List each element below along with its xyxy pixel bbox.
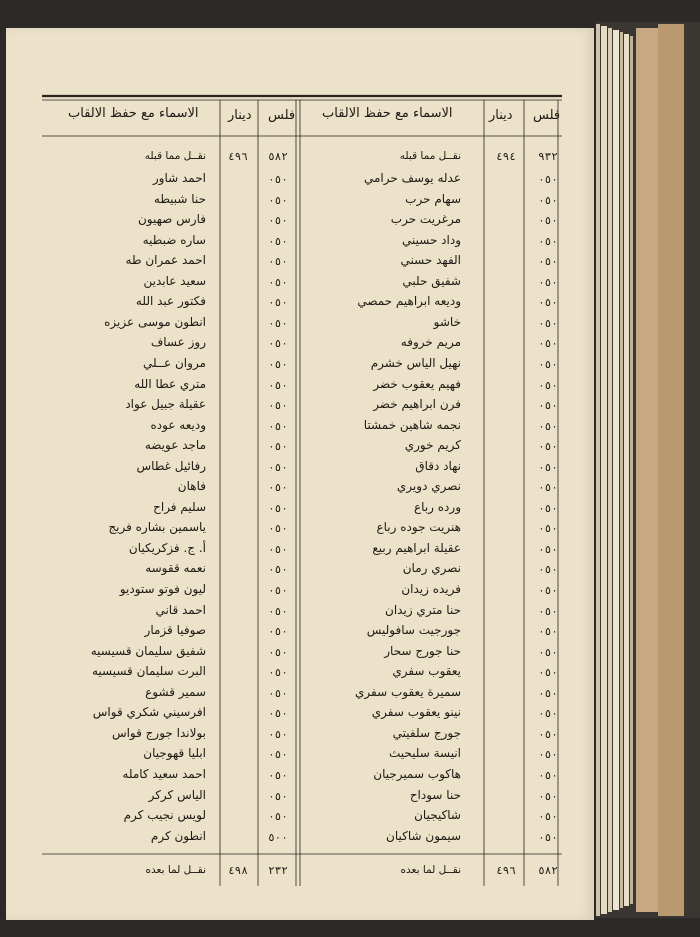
left-entry-fils: ٠٥٠ xyxy=(268,501,288,515)
right-entry-fils: ٠٥٠ xyxy=(538,563,558,577)
left-entry-name: احمد سعيد كامله xyxy=(122,766,206,781)
right-entry-name: الفهد حسني xyxy=(400,253,461,268)
right-entry-name: جورجيت سافوليس xyxy=(366,623,461,638)
left-entry-name: ابليا قهوجيان xyxy=(143,746,206,761)
right-entry-fils: ٠٥٠ xyxy=(538,768,558,782)
right-entry-fils: ٠٥٠ xyxy=(538,686,558,700)
left-entry-fils: ٠٥٠ xyxy=(268,666,288,680)
right-entry-name: هاكوب سميرجيان xyxy=(373,766,461,781)
right-entry-name: مرغريت حرب xyxy=(390,212,461,227)
left-entry-name: احمد قاني xyxy=(155,602,206,617)
right-entry-fils: ٠٥٠ xyxy=(538,727,558,741)
right-header-dinar: دينار xyxy=(489,108,513,123)
right-entry-fils: ٠٥٠ xyxy=(538,522,558,536)
right-carried-label: نقــل مما قبله xyxy=(399,150,461,162)
left-entry-fils: ٠٥٠ xyxy=(268,193,288,207)
right-entry-name: ورده رباع xyxy=(414,499,461,514)
left-carried-label: نقــل مما قبله xyxy=(144,150,206,162)
left-entry-fils: ٠٥٠ xyxy=(268,645,288,659)
right-entry-name: حنا جورج سحار xyxy=(384,643,461,658)
left-entry-fils: ٠٥٠ xyxy=(268,275,288,289)
right-entry-name: شفيق حلبي xyxy=(402,273,461,288)
left-entry-fils: ٠٥٠ xyxy=(268,255,288,269)
right-entry-name: مريم خروفه xyxy=(400,335,461,350)
left-entry-name: الياس كركر xyxy=(148,787,206,802)
left-entry-fils: ٠٥٠ xyxy=(268,234,288,248)
left-header-names: الاسماء مع حفظ الالقاب xyxy=(68,106,199,121)
left-entry-fils: ٠٥٠ xyxy=(268,810,288,824)
right-entry-fils: ٠٥٠ xyxy=(538,173,558,186)
right-entry-name: كريم خوري xyxy=(404,438,461,453)
left-entry-name: عقيلة جبيل عواد xyxy=(125,397,206,412)
right-entry-name: هنريت جوده رباع xyxy=(376,520,461,535)
right-entry-name: فهيم يعقوب خضر xyxy=(373,376,461,391)
left-entry-name: وديعه عوده xyxy=(150,417,206,432)
left-entry-fils: ٠٥٠ xyxy=(268,378,288,392)
right-entry-fils: ٠٥٠ xyxy=(538,542,558,556)
right-entry-name: انيسة سليحيث xyxy=(388,746,461,761)
right-entry-fils: ٠٥٠ xyxy=(538,255,558,269)
left-entry-fils: ٠٥٠ xyxy=(268,214,288,228)
book-page-edges xyxy=(596,22,700,918)
left-entry-fils: ٠٥٠ xyxy=(268,296,288,310)
left-entry-name: رفائيل غطاس xyxy=(136,458,206,473)
right-entry-fils: ٠٥٠ xyxy=(538,337,558,351)
right-entry-name: سميرة يعقوب سفري xyxy=(355,684,461,699)
left-entry-fils: ٠٥٠ xyxy=(268,563,288,577)
right-entry-name: سيمون شاكيان xyxy=(386,828,461,843)
right-entry-fils: ٠٥٠ xyxy=(538,707,558,721)
right-entry-name: نينو يعقوب سفري xyxy=(371,705,461,720)
left-entry-name: احمد عمران طه xyxy=(125,253,206,268)
left-entry-fils: ٠٥٠ xyxy=(268,768,288,782)
left-entry-name: فكتور عبد الله xyxy=(135,294,206,309)
right-entry-fils: ٠٥٠ xyxy=(538,481,558,495)
right-total-label: نقــل لما بعده xyxy=(400,864,461,876)
right-header-fils: فلس xyxy=(533,108,561,123)
left-entry-fils: ٠٥٠ xyxy=(268,625,288,639)
left-total-label: نقــل لما بعده xyxy=(145,864,206,876)
left-total-fils: ٢٣٢ xyxy=(268,864,288,877)
left-entry-fils: ٥٠٠ xyxy=(268,830,288,844)
left-entry-name: نعمه ققوسه xyxy=(145,561,206,576)
left-entry-fils: ٠٥٠ xyxy=(268,604,288,618)
left-header-dinar: دينار xyxy=(228,108,252,123)
right-entry-name: شاكيجيان xyxy=(414,808,461,823)
left-entry-name: ياسمين بشاره فريج xyxy=(108,520,206,535)
left-entry-name: روز عساف xyxy=(150,335,206,350)
right-carried-dinar: ٤٩٤ xyxy=(496,150,516,163)
left-entry-name: فارس صهيون xyxy=(137,212,206,227)
left-entry-name: سليم فراح xyxy=(153,499,206,514)
right-entry-name: عقيلة ابراهيم ربيع xyxy=(372,540,461,555)
left-entry-name: متري عطا الله xyxy=(134,376,206,391)
right-entry-fils: ٠٥٠ xyxy=(538,193,558,207)
right-entry-name: جورج سلفيتي xyxy=(392,725,461,740)
left-entry-fils: ٠٥٠ xyxy=(268,481,288,495)
right-entry-name: نصري رمان xyxy=(402,561,461,576)
right-entry-fils: ٠٥٠ xyxy=(538,748,558,762)
left-entry-fils: ٠٥٠ xyxy=(268,789,288,803)
left-entry-fils: ٠٥٠ xyxy=(268,727,288,741)
left-entry-name: حنا شبيطه xyxy=(153,191,206,206)
left-entry-name: مروان عــلي xyxy=(143,355,206,370)
left-entry-name: افرسيني شكري قواس xyxy=(92,705,206,720)
right-entry-name: حنا سوداح xyxy=(409,787,461,802)
right-header-names: الاسماء مع حفظ الالقاب xyxy=(322,106,453,121)
left-entry-fils: ٠٥٠ xyxy=(268,440,288,454)
left-entry-name: أ. ج. فزكريكيان xyxy=(128,540,206,555)
left-entry-name: شفيق سليمان قسيسيه xyxy=(90,643,206,658)
right-entry-fils: ٠٥٠ xyxy=(538,666,558,680)
left-entry-fils: ٠٥٠ xyxy=(268,748,288,762)
right-entry-fils: ٠٥٠ xyxy=(538,357,558,371)
right-entry-fils: ٠٥٠ xyxy=(538,440,558,454)
left-header-fils: فلس xyxy=(268,108,296,123)
left-entry-name: ليون فوتو ستوديو xyxy=(119,582,206,596)
left-entry-name: بولاندا جورج قواس xyxy=(111,725,206,740)
right-entry-name: خاشو xyxy=(433,314,461,329)
left-entry-fils: ٠٥٠ xyxy=(268,707,288,721)
right-entry-name: وديعه ابراهيم حمصي xyxy=(357,294,461,309)
right-entry-name: يعقوب سفري xyxy=(392,664,461,679)
left-total-dinar: ٤٩٨ xyxy=(228,864,248,877)
left-carried-dinar: ٤٩٦ xyxy=(228,150,248,163)
right-entry-fils: ٠٥٠ xyxy=(538,584,558,597)
right-entry-name: نصري دويري xyxy=(396,479,461,494)
right-entry-fils: ٠٥٠ xyxy=(538,830,558,844)
left-entry-name: احمد شاور xyxy=(152,171,206,185)
right-entry-fils: ٠٥٠ xyxy=(538,645,558,659)
left-entry-fils: ٠٥٠ xyxy=(268,460,288,474)
left-entry-name: سمير قشوع xyxy=(145,684,206,699)
ledger-page xyxy=(6,28,594,920)
right-entry-name: فرن ابراهيم خضر xyxy=(373,397,461,412)
left-entry-fils: ٠٥٠ xyxy=(268,357,288,371)
right-entry-fils: ٠٥٠ xyxy=(538,789,558,803)
right-entry-fils: ٠٥٠ xyxy=(538,460,558,474)
left-entry-name: ساره ضبطيه xyxy=(142,232,206,247)
right-entry-name: حنا متري زيدان xyxy=(385,602,461,617)
left-entry-fils: ٠٥٠ xyxy=(268,316,288,330)
right-entry-fils: ٠٥٠ xyxy=(538,419,558,433)
left-entry-fils: ٠٥٠ xyxy=(268,337,288,351)
right-entry-fils: ٠٥٠ xyxy=(538,625,558,639)
left-entry-name: البرت سليمان قسيسيه xyxy=(91,664,206,679)
right-entry-fils: ٠٥٠ xyxy=(538,214,558,228)
right-entry-name: نجمه شاهين خمشتا xyxy=(363,417,461,432)
right-entry-fils: ٠٥٠ xyxy=(538,810,558,824)
right-entry-fils: ٠٥٠ xyxy=(538,316,558,330)
right-entry-name: نهاد دقاق xyxy=(415,458,461,473)
right-entry-name: وداد حسيني xyxy=(402,232,461,247)
left-entry-name: فاهان xyxy=(177,479,206,494)
left-entry-fils: ٠٥٠ xyxy=(268,419,288,433)
right-entry-fils: ٠٥٠ xyxy=(538,234,558,248)
right-entry-name: نهيل الياس خشرم xyxy=(370,355,461,370)
right-entry-name: سهام حرب xyxy=(405,191,461,206)
left-entry-fils: ٠٥٠ xyxy=(268,584,288,597)
right-entry-fils: ٠٥٠ xyxy=(538,296,558,310)
left-carried-fils: ٥٨٢ xyxy=(268,150,288,163)
left-entry-name: انطون موسى عزيزه xyxy=(104,314,206,329)
right-entry-fils: ٠٥٠ xyxy=(538,275,558,289)
right-entry-fils: ٠٥٠ xyxy=(538,604,558,618)
right-total-dinar: ٤٩٦ xyxy=(496,864,516,877)
left-entry-fils: ٠٥٠ xyxy=(268,399,288,413)
right-entry-fils: ٠٥٠ xyxy=(538,501,558,515)
left-entry-fils: ٠٥٠ xyxy=(268,173,288,186)
right-entry-fils: ٠٥٠ xyxy=(538,399,558,413)
right-entry-fils: ٠٥٠ xyxy=(538,378,558,392)
right-entry-name: عدله يوسف حرامي xyxy=(364,171,461,185)
left-entry-fils: ٠٥٠ xyxy=(268,686,288,700)
left-entry-name: لويس نجيب كرم xyxy=(123,808,206,823)
left-entry-name: انطون كرم xyxy=(150,828,206,843)
right-entry-name: فريده زيدان xyxy=(401,582,461,596)
right-carried-fils: ٩٣٢ xyxy=(538,150,558,163)
left-entry-fils: ٠٥٠ xyxy=(268,542,288,556)
right-total-fils: ٥٨٢ xyxy=(538,864,558,877)
left-entry-name: سعيد عابدين xyxy=(143,273,206,288)
left-entry-name: ماجد عويضه xyxy=(144,438,206,453)
left-entry-name: صوفيا قزمار xyxy=(144,623,206,638)
left-entry-fils: ٠٥٠ xyxy=(268,522,288,536)
